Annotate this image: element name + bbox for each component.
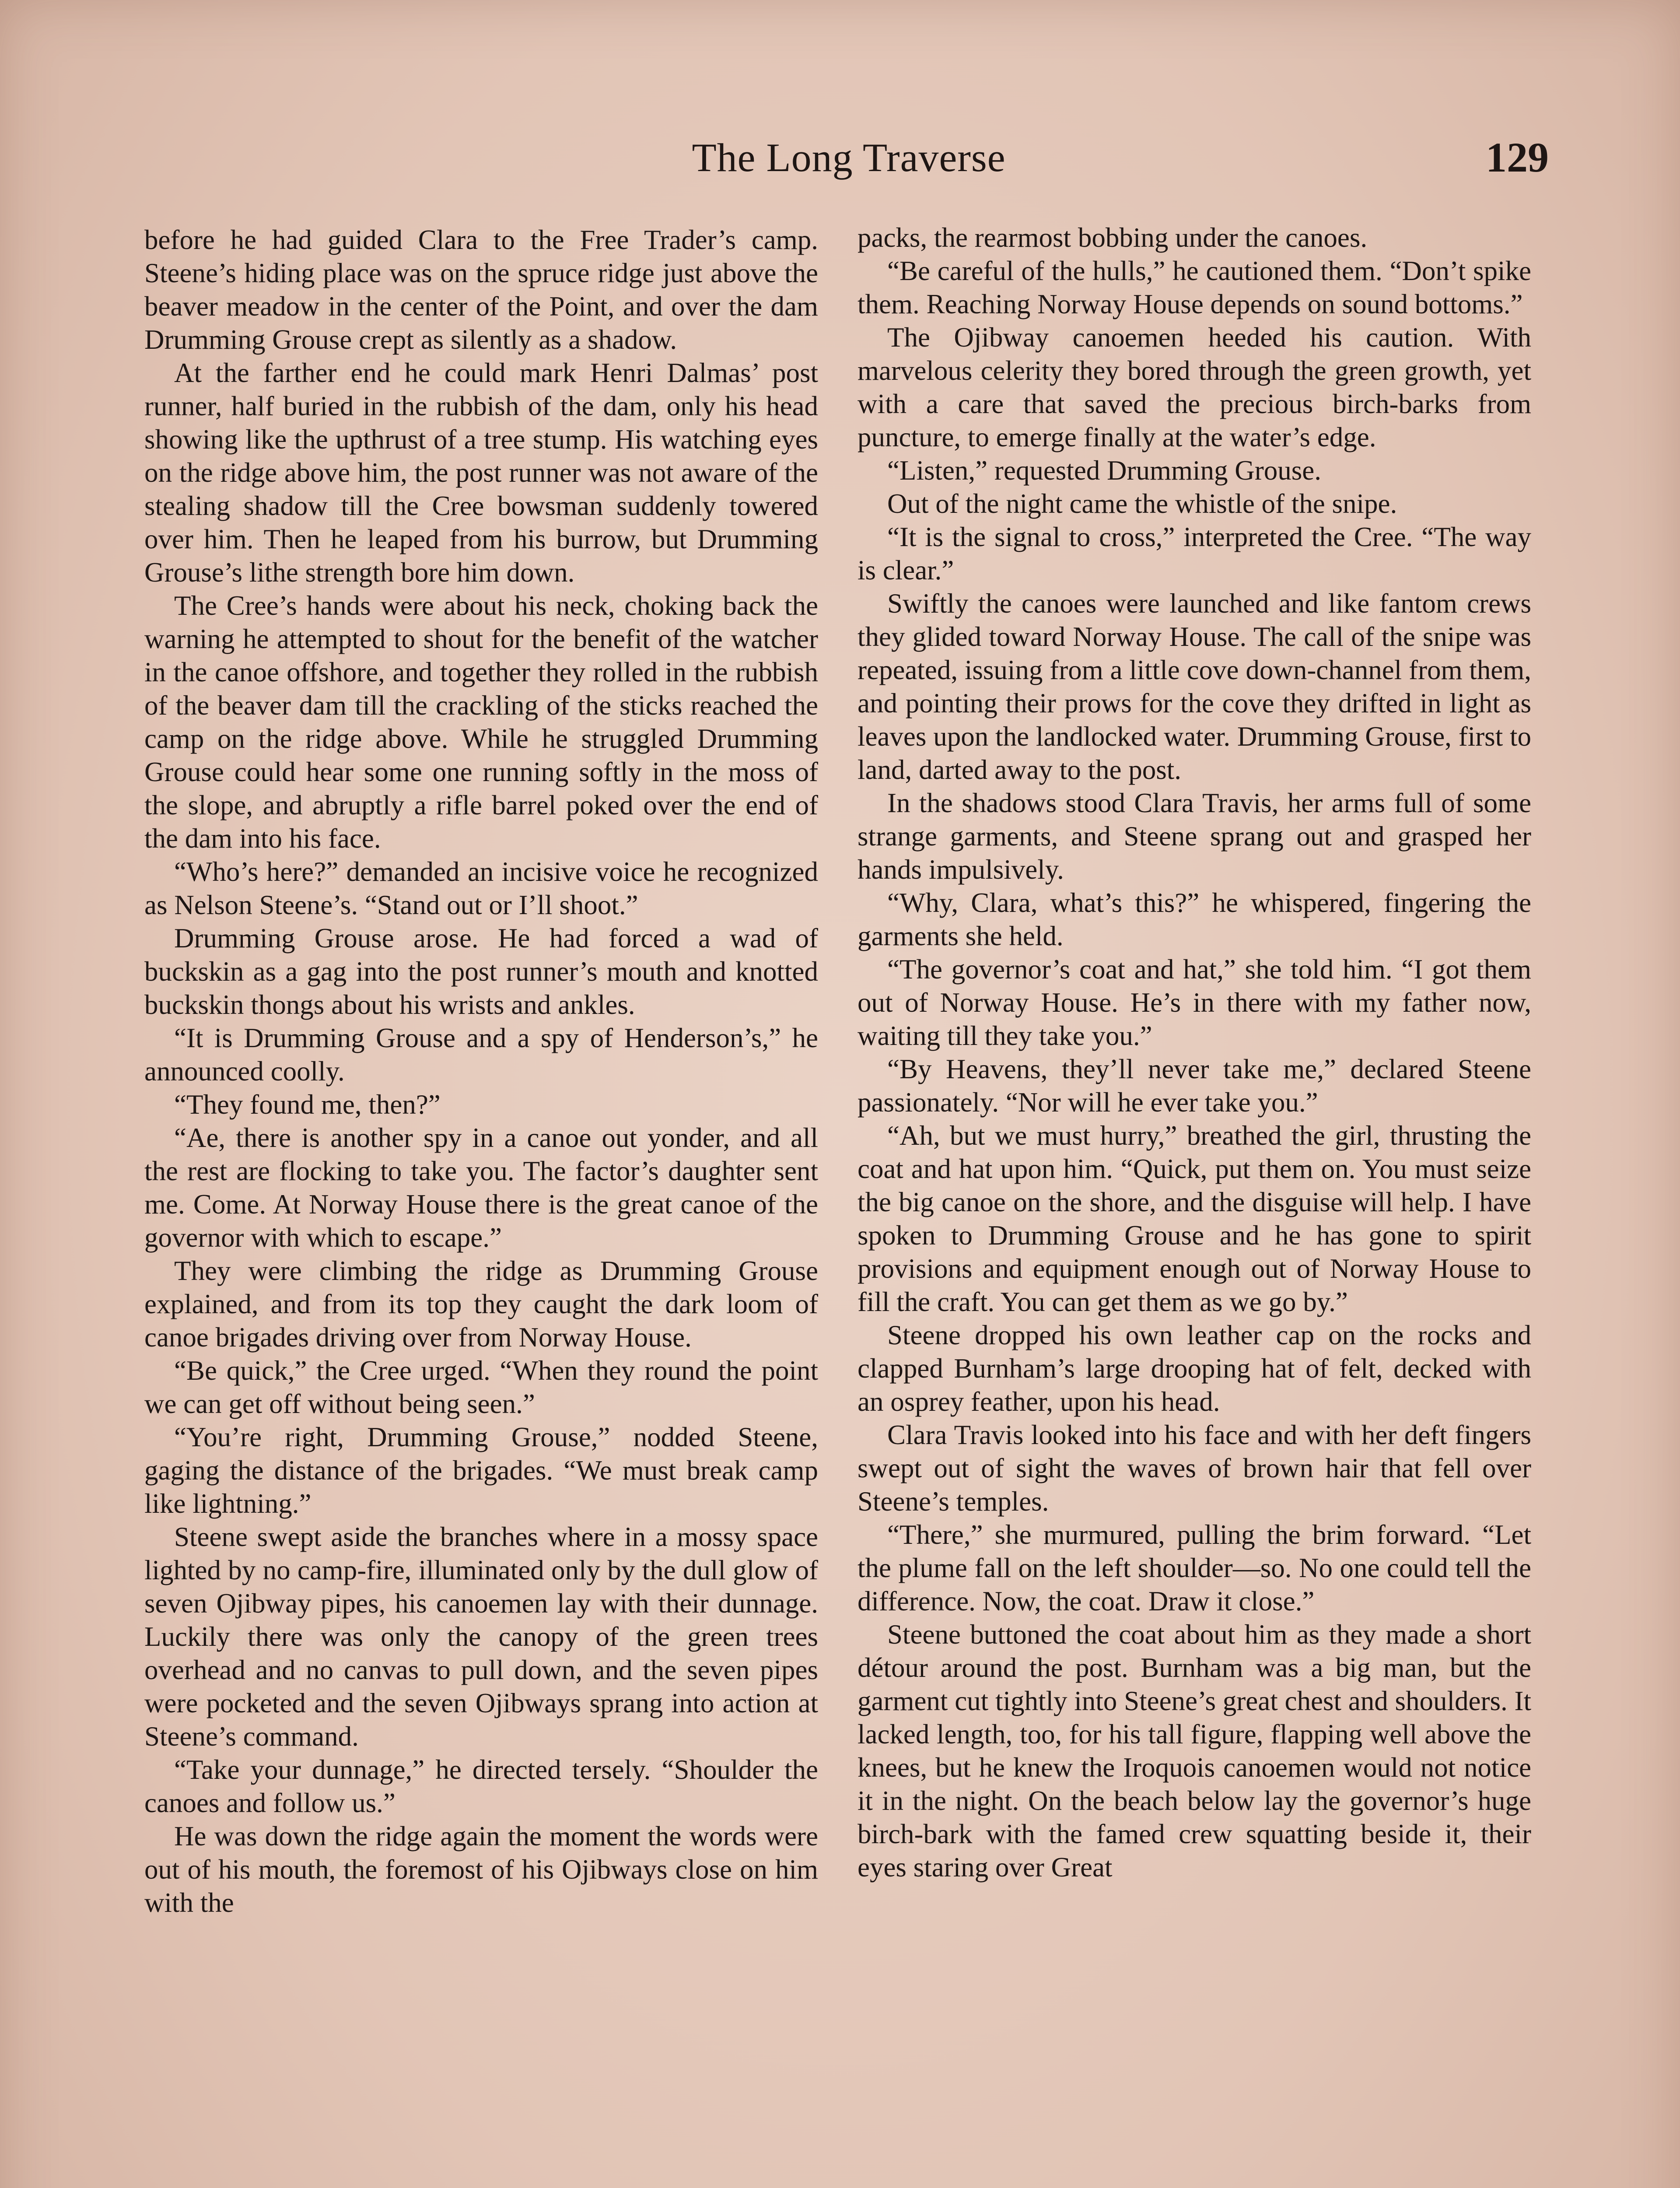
running-title: The Long Traverse (692, 135, 1006, 180)
paragraph: “Why, Clara, what’s this?” he whispered, fingering the garments she held. (858, 887, 1531, 951)
paragraph: Drumming Grouse arose. He had forced a wad of buckskin as a gag into the post runner’s mouth and knotted buckskin thongs about his wrists and ankles. (144, 923, 818, 1020)
paragraph: “Ae, there is another spy in a canoe out yonder, and all the rest are flocking to take you. The factor’s daughter sent me. Come. At Norway House there is the great canoe of the governor with which to escape.” (144, 1122, 818, 1253)
left-column (144, 223, 818, 1919)
paragraph: “You’re right, Drumming Grouse,” nodded Steene, gaging the distance of the brigades. “We must break camp like lightning.” (144, 1422, 818, 1519)
paragraph: He was down the ridge again the moment the words were out of his mouth, the foremost of his Ojibways close on him with the (144, 1821, 818, 1918)
paragraph: Swiftly the canoes were launched and like fantom crews they glided toward Norway House. The call of the snipe was repeated, issuing from a little cove down-channel from them, and pointing their prows for the cove they drifted in light as leaves upon the landlocked water. Drumming Grouse, first to land, darted away to the post. (858, 588, 1531, 785)
paragraph: In the shadows stood Clara Travis, her arms full of some strange garments, and Steene sprang out and grasped her hands impulsively. (858, 788, 1531, 885)
paragraph: “Take your dunnage,” he directed tersely. “Shoulder the canoes and follow us.” (144, 1754, 818, 1818)
paragraph: Clara Travis looked into his face and with her deft fingers swept out of sight the waves of brown hair that fell over Steene’s temples. (858, 1420, 1531, 1517)
paragraph: Steene buttoned the coat about him as they made a short détour around the post. Burnham was a big man, but the garment cut tightly into Steene’s great chest and shoulders. It lacked length, too, for his tall figure, flapping well above the knees, but he knew the Iroquois canoemen would not notice it in the night. On the beach below lay the governor’s huge birch-bark with the famed crew squatting beside it, their eyes staring over Great (858, 1619, 1531, 1883)
right-column (858, 221, 1531, 1884)
paragraph: “Listen,” requested Drumming Grouse. (887, 455, 1321, 486)
paragraph: “It is the signal to cross,” interpreted the Cree. “The way is clear.” (858, 522, 1531, 586)
paragraph: Out of the night came the whistle of the snipe. (887, 488, 1397, 519)
page-header (0, 131, 1680, 188)
paragraph: The Cree’s hands were about his neck, choking back the warning he attempted to shout for the benefit of the watcher in the canoe offshore, and together they rolled in the rubbish of the beaver dam till the crackling of the sticks reached the camp on the ridge above. While he struggled Drumming Grouse could hear some one running softly in the moss of the slope, and abruptly a rifle barrel poked over the end of the dam into his face. (144, 590, 818, 854)
paragraph: Steene dropped his own leather cap on the rocks and clapped Burnham’s large drooping hat of felt, decked with an osprey feather, upon his head. (858, 1320, 1531, 1417)
paragraph: Steene swept aside the branches where in a mossy space lighted by no camp-fire, illuminated only by the dull glow of seven Ojibway pipes, his canoemen lay with their dunnage. Luckily there was only the canopy of the green trees overhead and no canvas to pull down, and the seven pipes were pocketed and the seven Ojibways sprang into action at Steene’s command. (144, 1522, 818, 1752)
paragraph: “The governor’s coat and hat,” she told him. “I got them out of Norway House. He’s in there with my father now, waiting till they take you.” (858, 954, 1531, 1051)
paragraph: “Be careful of the hulls,” he cautioned them. “Don’t spike them. Reaching Norway House depends on sound bottoms.” (858, 256, 1531, 319)
paragraph: “There,” she murmured, pulling the brim forward. “Let the plume fall on the left shoulder—so. No one could tell the difference. Now, the coat. Draw it close.” (858, 1519, 1531, 1616)
paragraph: “They found me, then?” (174, 1089, 441, 1120)
paragraph: “Be quick,” the Cree urged. “When they round the point we can get off without being seen.” (144, 1355, 818, 1419)
paragraph: “By Heavens, they’ll never take me,” declared Steene passionately. “Nor will he ever take you.” (858, 1054, 1531, 1118)
paragraph: The Ojibway canoemen heeded his caution. With marvelous celerity they bored through the green growth, yet with a care that saved the precious birch-barks from puncture, to emerge finally at the water’s edge. (858, 322, 1531, 452)
paragraph: “Ah, but we must hurry,” breathed the girl, thrusting the coat and hat upon him. “Quick, put them on. You must seize the big canoe on the shore, and the disguise will help. I have spoken to Drumming Grouse and he has gone to spirit provisions and equipment enough out of Norway House to fill the craft. You can get them as we go by.” (858, 1120, 1531, 1317)
paragraph: packs, the rearmost bobbing under the canoes. (858, 222, 1368, 253)
page-number: 129 (1486, 134, 1549, 181)
paragraph: before he had guided Clara to the Free Trader’s camp. Steene’s hiding place was on the spruce ridge just above the beaver meadow in the center of the Point, and over the dam Drumming Grouse crept as silently as a shadow. (144, 224, 818, 355)
paragraph: At the farther end he could mark Henri Dalmas’ post runner, half buried in the rubbish of the dam, only his head showing like the upthrust of a tree stump. His watching eyes on the ridge above him, the post runner was not aware of the stealing shadow till the Cree bowsman suddenly towered over him. Then he leaped from his burrow, but Drumming Grouse’s lithe strength bore him down. (144, 358, 818, 588)
paragraph: They were climbing the ridge as Drumming Grouse explained, and from its top they caught the dark loom of canoe brigades driving over from Norway House. (144, 1255, 818, 1353)
paragraph: “It is Drumming Grouse and a spy of Henderson’s,” he announced coolly. (144, 1023, 818, 1087)
paragraph: “Who’s here?” demanded an incisive voice he recognized as Nelson Steene’s. “Stand out or I’ll shoot.” (144, 856, 818, 920)
